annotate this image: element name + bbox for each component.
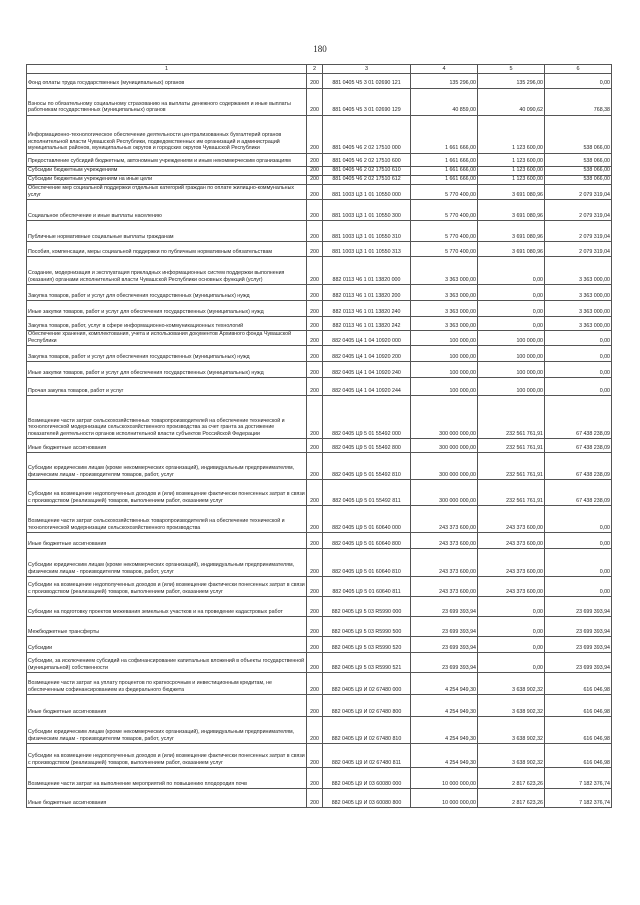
row-name: Обеспечение хранения, комплектования, учета и использования документов Архивного фонда Чувашской Республики xyxy=(27,331,307,346)
row-remaining: 7 182 376,74 xyxy=(545,768,612,789)
column-header: 3 xyxy=(323,65,411,74)
table-row xyxy=(27,637,612,653)
table-row xyxy=(27,362,612,378)
table-row xyxy=(27,617,612,637)
row-name: Субсидии на подготовку проектов межевания земельных участков и на проведение кадастровых работ xyxy=(27,597,307,617)
row-code: 881 0405 Ч6 2 02 17510 610 xyxy=(323,167,411,176)
row-remaining: 3 363 000,00 xyxy=(545,285,612,301)
row-executed: 243 373 600,00 xyxy=(478,549,545,577)
row-grbs: 200 xyxy=(307,717,323,744)
row-executed: 0,00 xyxy=(478,257,545,285)
row-grbs: 200 xyxy=(307,617,323,637)
row-remaining: 23 699 393,94 xyxy=(545,617,612,637)
row-executed: 232 561 761,91 xyxy=(478,396,545,439)
row-approved: 1 661 666,00 xyxy=(411,167,478,176)
row-executed: 3 691 080,96 xyxy=(478,221,545,242)
row-name: Иные бюджетные ассигнования xyxy=(27,789,307,808)
row-grbs: 200 xyxy=(307,257,323,285)
row-approved: 243 373 600,00 xyxy=(411,533,478,549)
column-header: 1 xyxy=(27,65,307,74)
row-code: 882 0405 Ц9 5 03 R5990 500 xyxy=(323,617,411,637)
row-executed: 40 090,62 xyxy=(478,89,545,116)
row-name: Субсидии юридическим лицам (кроме некоммерческих организаций), индивидуальным предпринимателям, физическим лицам - производителям товаров, работ, услуг xyxy=(27,453,307,480)
row-grbs: 200 xyxy=(307,789,323,808)
table-row xyxy=(27,221,612,242)
row-name: Возмещение части затрат сельскохозяйственных товаропроизводителей на обеспечение технической и технологической модернизации сельскохозяйственного производства за счет гранта за достижение показателей деятельности органов исполнительной власти субъектов Российской Федерации xyxy=(27,396,307,439)
row-grbs: 200 xyxy=(307,577,323,597)
row-code: 881 1003 Ц3 1 01 10550 313 xyxy=(323,242,411,257)
row-name: Возмещение части затрат сельскохозяйственных товаропроизводителей на обеспечение технической и технологической модернизации сельскохозяйственного производства xyxy=(27,506,307,533)
row-approved: 300 000 000,00 xyxy=(411,480,478,506)
row-remaining: 23 699 393,94 xyxy=(545,597,612,617)
row-code: 882 0113 Ч6 1 01 13820 200 xyxy=(323,285,411,301)
row-grbs: 200 xyxy=(307,221,323,242)
row-approved: 300 000 000,00 xyxy=(411,396,478,439)
row-executed: 243 373 600,00 xyxy=(478,506,545,533)
row-remaining: 768,38 xyxy=(545,89,612,116)
row-grbs: 200 xyxy=(307,154,323,167)
row-approved: 4 254 949,30 xyxy=(411,717,478,744)
row-name: Субсидии, за исключением субсидий на софинансирование капитальных вложений в объекты государственной (муниципальной) собственности xyxy=(27,653,307,673)
row-remaining: 0,00 xyxy=(545,378,612,396)
row-grbs: 200 xyxy=(307,167,323,176)
row-code: 881 1003 Ц3 1 01 10550 310 xyxy=(323,221,411,242)
row-name: Иные закупки товаров, работ и услуг для обеспечения государственных (муниципальных) нужд xyxy=(27,362,307,378)
table-row xyxy=(27,257,612,285)
row-grbs: 200 xyxy=(307,597,323,617)
table-row xyxy=(27,74,612,89)
table-row xyxy=(27,116,612,154)
row-code: 882 0405 Ц9 И 03 60080 000 xyxy=(323,768,411,789)
row-approved: 100 000,00 xyxy=(411,331,478,346)
row-remaining: 2 079 319,04 xyxy=(545,200,612,221)
row-remaining: 3 363 000,00 xyxy=(545,301,612,317)
row-executed: 135 296,00 xyxy=(478,74,545,89)
row-remaining: 67 438 238,09 xyxy=(545,480,612,506)
row-remaining: 2 079 319,04 xyxy=(545,185,612,200)
row-remaining: 616 046,98 xyxy=(545,717,612,744)
table-row xyxy=(27,176,612,185)
column-header: 4 xyxy=(411,65,478,74)
table-row xyxy=(27,789,612,808)
row-code: 881 0405 Ч6 2 02 17510 612 xyxy=(323,176,411,185)
row-name: Обеспечение мер социальной поддержки отдельных категорий граждан по оплате жилищно-коммунальных услуг xyxy=(27,185,307,200)
row-approved: 5 770 400,00 xyxy=(411,200,478,221)
row-approved: 1 661 666,00 xyxy=(411,154,478,167)
row-name: Иные бюджетные ассигнования xyxy=(27,695,307,717)
table-row xyxy=(27,768,612,789)
row-executed: 232 561 761,91 xyxy=(478,453,545,480)
table-row xyxy=(27,89,612,116)
row-name: Субсидии бюджетным учреждениям xyxy=(27,167,307,176)
table-row xyxy=(27,695,612,717)
row-approved: 243 373 600,00 xyxy=(411,577,478,597)
row-code: 881 1003 Ц3 1 01 10550 000 xyxy=(323,185,411,200)
row-remaining: 0,00 xyxy=(545,549,612,577)
table-row xyxy=(27,597,612,617)
row-grbs: 200 xyxy=(307,89,323,116)
row-name: Прочая закупка товаров, работ и услуг xyxy=(27,378,307,396)
row-executed: 100 000,00 xyxy=(478,331,545,346)
row-executed: 232 561 761,91 xyxy=(478,439,545,453)
table-row xyxy=(27,506,612,533)
row-approved: 300 000 000,00 xyxy=(411,439,478,453)
row-remaining: 0,00 xyxy=(545,362,612,378)
row-approved: 4 254 949,30 xyxy=(411,695,478,717)
row-code: 882 0405 Ц9 5 01 60640 811 xyxy=(323,577,411,597)
row-approved: 5 770 400,00 xyxy=(411,242,478,257)
table-row xyxy=(27,549,612,577)
row-name: Предоставление субсидий бюджетным, автономным учреждениям и иным некоммерческим организациям xyxy=(27,154,307,167)
row-approved: 23 699 393,94 xyxy=(411,653,478,673)
row-remaining: 2 079 319,04 xyxy=(545,242,612,257)
row-grbs: 200 xyxy=(307,533,323,549)
row-remaining: 0,00 xyxy=(545,74,612,89)
row-grbs: 200 xyxy=(307,242,323,257)
table-row xyxy=(27,396,612,439)
row-grbs: 200 xyxy=(307,301,323,317)
row-code: 882 0113 Ч6 1 01 13820 000 xyxy=(323,257,411,285)
row-grbs: 200 xyxy=(307,549,323,577)
row-approved: 100 000,00 xyxy=(411,362,478,378)
row-executed: 3 691 080,96 xyxy=(478,200,545,221)
row-name: Иные бюджетные ассигнования xyxy=(27,439,307,453)
row-executed: 100 000,00 xyxy=(478,346,545,362)
row-code: 882 0405 Ц9 5 01 55492 810 xyxy=(323,453,411,480)
row-code: 882 0405 Ц9 5 01 60640 000 xyxy=(323,506,411,533)
row-remaining: 616 046,98 xyxy=(545,744,612,768)
row-approved: 100 000,00 xyxy=(411,346,478,362)
row-executed: 0,00 xyxy=(478,653,545,673)
row-remaining: 3 363 000,00 xyxy=(545,317,612,331)
row-approved: 23 699 393,94 xyxy=(411,597,478,617)
row-approved: 3 363 000,00 xyxy=(411,285,478,301)
row-code: 882 0405 Ц9 5 01 55492 811 xyxy=(323,480,411,506)
table-row xyxy=(27,439,612,453)
row-executed: 3 638 902,32 xyxy=(478,717,545,744)
row-name: Субсидии юридическим лицам (кроме некоммерческих организаций), индивидуальным предпринимателям, физическим лицам - производителям товаров, работ, услуг xyxy=(27,549,307,577)
row-name: Социальное обеспечение и иные выплаты населению xyxy=(27,200,307,221)
row-remaining: 0,00 xyxy=(545,346,612,362)
row-name: Субсидии юридическим лицам (кроме некоммерческих организаций), индивидуальным предпринимателям, физическим лицам - производителям товаров, работ, услуг xyxy=(27,717,307,744)
row-approved: 1 661 666,00 xyxy=(411,116,478,154)
table-row xyxy=(27,154,612,167)
table-row xyxy=(27,200,612,221)
row-code: 882 0405 Ц9 И 02 67480 811 xyxy=(323,744,411,768)
row-code: 881 0405 Ч6 2 02 17510 600 xyxy=(323,154,411,167)
table-row xyxy=(27,453,612,480)
table-row xyxy=(27,346,612,362)
row-executed: 100 000,00 xyxy=(478,362,545,378)
row-remaining: 67 438 238,09 xyxy=(545,396,612,439)
row-grbs: 200 xyxy=(307,768,323,789)
table-row xyxy=(27,744,612,768)
row-code: 882 0405 Ц9 5 01 55492 000 xyxy=(323,396,411,439)
row-executed: 0,00 xyxy=(478,617,545,637)
row-executed: 243 373 600,00 xyxy=(478,533,545,549)
row-remaining: 0,00 xyxy=(545,577,612,597)
table-row xyxy=(27,301,612,317)
row-name: Взносы по обязательному социальному страхованию на выплаты денежного содержания и иные выплаты работникам государственных (муниципальных) органов xyxy=(27,89,307,116)
row-executed: 3 691 080,96 xyxy=(478,185,545,200)
column-header: 6 xyxy=(545,65,612,74)
row-executed: 1 123 600,00 xyxy=(478,116,545,154)
row-code: 882 0113 Ч6 1 01 13820 240 xyxy=(323,301,411,317)
row-grbs: 200 xyxy=(307,673,323,695)
row-remaining: 67 438 238,09 xyxy=(545,453,612,480)
row-executed: 0,00 xyxy=(478,637,545,653)
row-grbs: 200 xyxy=(307,176,323,185)
row-grbs: 200 xyxy=(307,653,323,673)
row-grbs: 200 xyxy=(307,74,323,89)
table-row xyxy=(27,331,612,346)
row-code: 882 0405 Ц9 5 03 R5990 520 xyxy=(323,637,411,653)
row-approved: 10 000 000,00 xyxy=(411,768,478,789)
table-row xyxy=(27,378,612,396)
table-row xyxy=(27,167,612,176)
row-executed: 1 123 600,00 xyxy=(478,176,545,185)
row-executed: 1 123 600,00 xyxy=(478,154,545,167)
table-row xyxy=(27,242,612,257)
row-executed: 3 638 902,32 xyxy=(478,673,545,695)
row-name: Информационно-технологическое обеспечение деятельности централизованных бухгалтерий органов исполнительной власти Чувашской Республики, подведомственных им организаций и администраций муниципальных районов, муниципальных округов и городских округов Чувашской Республики xyxy=(27,116,307,154)
row-code: 881 0405 Ч6 2 02 17510 000 xyxy=(323,116,411,154)
row-approved: 4 254 949,30 xyxy=(411,673,478,695)
row-code: 882 0113 Ч6 1 01 13820 242 xyxy=(323,317,411,331)
row-grbs: 200 xyxy=(307,637,323,653)
table-row xyxy=(27,533,612,549)
table-row xyxy=(27,653,612,673)
row-approved: 23 699 393,94 xyxy=(411,637,478,653)
row-name: Иные закупки товаров, работ и услуг для обеспечения государственных (муниципальных) нужд xyxy=(27,301,307,317)
table-row xyxy=(27,480,612,506)
row-name: Создание, модернизация и эксплуатация прикладных информационных систем поддержки выполнения (оказания) органами исполнительной власти Чувашской Республики основных функций (услуг) xyxy=(27,257,307,285)
row-code: 882 0405 Ц9 И 03 60080 800 xyxy=(323,789,411,808)
table-body xyxy=(27,74,612,808)
row-executed: 1 123 600,00 xyxy=(478,167,545,176)
row-code: 882 0405 Ц9 5 01 55492 800 xyxy=(323,439,411,453)
row-grbs: 200 xyxy=(307,185,323,200)
row-code: 882 0405 Ц9 И 02 67480 810 xyxy=(323,717,411,744)
row-name: Публичные нормативные социальные выплаты гражданам xyxy=(27,221,307,242)
row-executed: 0,00 xyxy=(478,597,545,617)
row-code: 882 0405 Ц4 1 04 10920 240 xyxy=(323,362,411,378)
row-remaining: 0,00 xyxy=(545,331,612,346)
row-name: Иные бюджетные ассигнования xyxy=(27,533,307,549)
row-approved: 243 373 600,00 xyxy=(411,506,478,533)
row-grbs: 200 xyxy=(307,378,323,396)
row-executed: 0,00 xyxy=(478,317,545,331)
row-name: Субсидии на возмещение недополученных доходов и (или) возмещение фактически понесенных затрат в связи с производством (реализацией) товаров, выполнением работ, оказанием услуг xyxy=(27,577,307,597)
row-grbs: 200 xyxy=(307,285,323,301)
row-grbs: 200 xyxy=(307,317,323,331)
row-approved: 243 373 600,00 xyxy=(411,549,478,577)
table-row xyxy=(27,673,612,695)
row-approved: 5 770 400,00 xyxy=(411,185,478,200)
row-remaining: 7 182 376,74 xyxy=(545,789,612,808)
row-approved: 100 000,00 xyxy=(411,378,478,396)
row-name: Пособия, компенсации, меры социальной поддержки по публичным нормативным обязательствам xyxy=(27,242,307,257)
row-code: 882 0405 Ц4 1 04 10920 200 xyxy=(323,346,411,362)
row-executed: 2 817 623,26 xyxy=(478,768,545,789)
row-name: Возмещение части затрат на уплату процентов по краткосрочным и инвестиционным кредитам, не обеспеченным софинансированием из федерального бюджета xyxy=(27,673,307,695)
row-name: Закупка товаров, работ и услуг для обеспечения государственных (муниципальных) нужд xyxy=(27,285,307,301)
row-approved: 135 296,00 xyxy=(411,74,478,89)
row-remaining: 0,00 xyxy=(545,533,612,549)
row-approved: 4 254 949,30 xyxy=(411,744,478,768)
table-row xyxy=(27,285,612,301)
row-code: 882 0405 Ц9 И 02 67480 800 xyxy=(323,695,411,717)
budget-table xyxy=(26,64,612,808)
row-grbs: 200 xyxy=(307,396,323,439)
row-grbs: 200 xyxy=(307,362,323,378)
table-row xyxy=(27,185,612,200)
row-name: Субсидии на возмещение недополученных доходов и (или) возмещение фактически понесенных затрат в связи с производством (реализацией) товаров, выполнением работ, оказанием услуг xyxy=(27,480,307,506)
row-remaining: 538 066,00 xyxy=(545,167,612,176)
row-grbs: 200 xyxy=(307,331,323,346)
row-remaining: 616 046,98 xyxy=(545,673,612,695)
row-executed: 3 691 080,96 xyxy=(478,242,545,257)
row-approved: 1 661 666,00 xyxy=(411,176,478,185)
row-code: 882 0405 Ц9 5 03 R5990 521 xyxy=(323,653,411,673)
row-name: Межбюджетные трансферты xyxy=(27,617,307,637)
row-grbs: 200 xyxy=(307,480,323,506)
row-code: 881 0405 Ч5 3 01 02690 121 xyxy=(323,74,411,89)
row-name: Субсидии xyxy=(27,637,307,653)
row-name: Субсидии бюджетным учреждениям на иные цели xyxy=(27,176,307,185)
row-grbs: 200 xyxy=(307,116,323,154)
row-remaining: 3 363 000,00 xyxy=(545,257,612,285)
row-name: Возмещение части затрат на выполнение мероприятий по повышению плодородия почв xyxy=(27,768,307,789)
row-executed: 243 373 600,00 xyxy=(478,577,545,597)
row-remaining: 2 079 319,04 xyxy=(545,221,612,242)
row-name: Закупка товаров, работ и услуг для обеспечения государственных (муниципальных) нужд xyxy=(27,346,307,362)
row-approved: 3 363 000,00 xyxy=(411,257,478,285)
row-name: Закупка товаров, работ, услуг в сфере информационно-коммуникационных технологий xyxy=(27,317,307,331)
row-remaining: 616 046,98 xyxy=(545,695,612,717)
row-grbs: 200 xyxy=(307,453,323,480)
row-executed: 232 561 761,91 xyxy=(478,480,545,506)
table-row xyxy=(27,577,612,597)
row-code: 882 0405 Ц9 5 03 R5990 000 xyxy=(323,597,411,617)
row-executed: 3 638 902,32 xyxy=(478,695,545,717)
row-executed: 100 000,00 xyxy=(478,378,545,396)
header-row xyxy=(27,65,612,74)
row-approved: 40 859,00 xyxy=(411,89,478,116)
row-approved: 300 000 000,00 xyxy=(411,453,478,480)
table-row xyxy=(27,317,612,331)
row-grbs: 200 xyxy=(307,346,323,362)
table-row xyxy=(27,717,612,744)
row-code: 882 0405 Ц4 1 04 10920 244 xyxy=(323,378,411,396)
row-executed: 0,00 xyxy=(478,285,545,301)
column-header: 2 xyxy=(307,65,323,74)
column-header: 5 xyxy=(478,65,545,74)
page-number: 180 xyxy=(313,44,327,54)
row-approved: 23 699 393,94 xyxy=(411,617,478,637)
row-grbs: 200 xyxy=(307,744,323,768)
row-code: 882 0405 Ц4 1 04 10920 000 xyxy=(323,331,411,346)
row-code: 882 0405 Ц9 5 01 60640 800 xyxy=(323,533,411,549)
row-name: Фонд оплаты труда государственных (муниципальных) органов xyxy=(27,74,307,89)
row-grbs: 200 xyxy=(307,506,323,533)
row-code: 881 1003 Ц3 1 01 10550 300 xyxy=(323,200,411,221)
row-grbs: 200 xyxy=(307,439,323,453)
row-code: 882 0405 Ц9 И 02 67480 000 xyxy=(323,673,411,695)
row-remaining: 23 699 393,94 xyxy=(545,653,612,673)
row-approved: 3 363 000,00 xyxy=(411,317,478,331)
row-remaining: 538 066,00 xyxy=(545,154,612,167)
row-remaining: 538 066,00 xyxy=(545,116,612,154)
row-executed: 0,00 xyxy=(478,301,545,317)
row-remaining: 23 699 393,94 xyxy=(545,637,612,653)
row-name: Субсидии на возмещение недополученных доходов и (или) возмещение фактически понесенных затрат в связи с производством (реализацией) товаров, выполнением работ, оказанием услуг xyxy=(27,744,307,768)
row-approved: 10 000 000,00 xyxy=(411,789,478,808)
row-grbs: 200 xyxy=(307,695,323,717)
row-executed: 2 817 623,26 xyxy=(478,789,545,808)
row-grbs: 200 xyxy=(307,200,323,221)
row-code: 882 0405 Ц9 5 01 60640 810 xyxy=(323,549,411,577)
row-code: 881 0405 Ч5 3 01 02690 129 xyxy=(323,89,411,116)
row-remaining: 67 438 238,09 xyxy=(545,439,612,453)
row-approved: 5 770 400,00 xyxy=(411,221,478,242)
row-approved: 3 363 000,00 xyxy=(411,301,478,317)
row-executed: 3 638 902,32 xyxy=(478,744,545,768)
row-remaining: 0,00 xyxy=(545,506,612,533)
row-remaining: 538 066,00 xyxy=(545,176,612,185)
